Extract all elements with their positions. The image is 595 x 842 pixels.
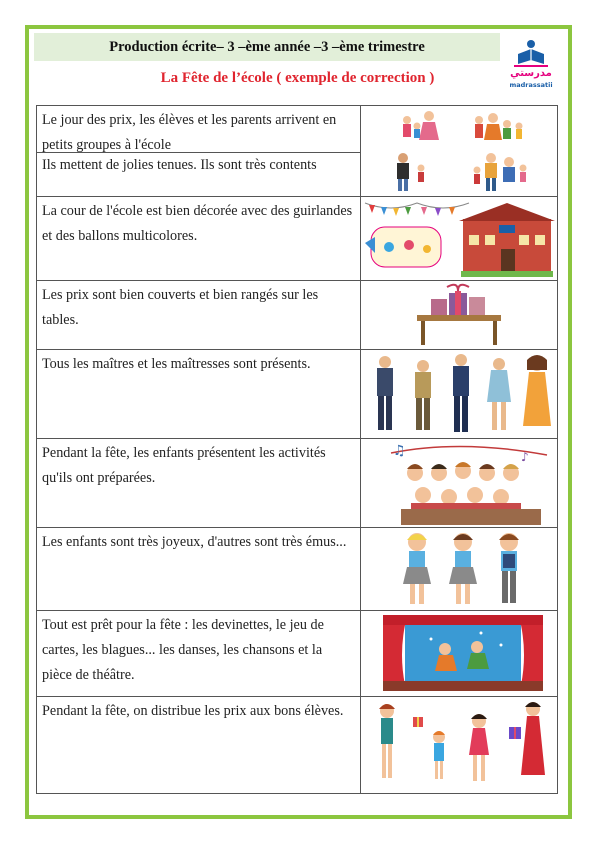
text-cell: Tous les maîtres et les maîtresses sont présents. xyxy=(37,350,361,439)
happy-children-icon xyxy=(361,528,557,610)
text-cell: Tout est prêt pour la fête : les devinettes, le jeu de cartes, les blagues... les danses, les chansons et la pièce de théâtre. xyxy=(37,611,361,697)
text-cell: Pendant la fête, les enfants présentent les activités qu'ils ont préparées. xyxy=(37,439,361,528)
illustration-gifts xyxy=(361,281,558,350)
content-table xyxy=(36,105,558,794)
table-row xyxy=(37,197,558,281)
illustration-decorated-school xyxy=(361,197,558,281)
subtitle xyxy=(0,70,595,87)
prize-giving-icon xyxy=(361,697,557,793)
table-row xyxy=(37,611,558,697)
svg-text:♪: ♪ xyxy=(521,450,529,464)
theatre-stage-icon xyxy=(361,611,557,695)
sentence-1: Le jour des prix, les élèves et les parents arrivent en petits groupes à l'école xyxy=(42,112,337,153)
table-row xyxy=(37,528,558,611)
illustration-happy-children xyxy=(361,528,558,611)
logo-latin-text: madrassatii xyxy=(509,81,553,89)
text-cell: Les prix sont bien couverts et bien rangés sur les tables. xyxy=(37,281,361,350)
teachers-icon xyxy=(361,350,557,438)
text-cell xyxy=(37,106,361,197)
subtitle-main: La Fête de l’école xyxy=(160,70,273,86)
header-bar xyxy=(34,33,500,61)
illustration-prize-giving xyxy=(361,697,558,794)
families-arriving-icon xyxy=(361,106,557,196)
table-row xyxy=(37,697,558,794)
text-cell: Les enfants sont très joyeux, d'autres sont très émus... xyxy=(37,528,361,611)
table-row xyxy=(37,439,558,528)
gifts-on-table-icon xyxy=(361,281,557,349)
illustration-families xyxy=(361,106,558,197)
subtitle-paren-close: ) xyxy=(425,70,435,86)
illustration-children-singing xyxy=(361,439,558,528)
sentence-2: Ils mettent de jolies tenues. Ils sont très contents xyxy=(37,152,360,193)
table-row xyxy=(37,281,558,350)
illustration-teachers xyxy=(361,350,558,439)
page-title: Production écrite– 3 –ème année –3 –ème trimestre xyxy=(109,38,425,55)
table-row xyxy=(37,106,558,197)
children-singing-icon xyxy=(361,439,557,527)
subtitle-paren-text: exemple de correction xyxy=(285,70,426,86)
subtitle-paren-open: ( xyxy=(272,70,286,86)
table-row xyxy=(37,350,558,439)
illustration-theatre xyxy=(361,611,558,697)
logo-arabic-text: مدرستي xyxy=(510,68,552,79)
svg-text:♫: ♫ xyxy=(393,443,406,459)
logo-icon xyxy=(508,38,554,70)
decorated-school-icon xyxy=(361,197,557,279)
text-cell: Pendant la fête, on distribue les prix aux bons élèves. xyxy=(37,697,361,794)
text-cell: La cour de l'école est bien décorée avec des guirlandes et des ballons multicolores. xyxy=(37,197,361,281)
